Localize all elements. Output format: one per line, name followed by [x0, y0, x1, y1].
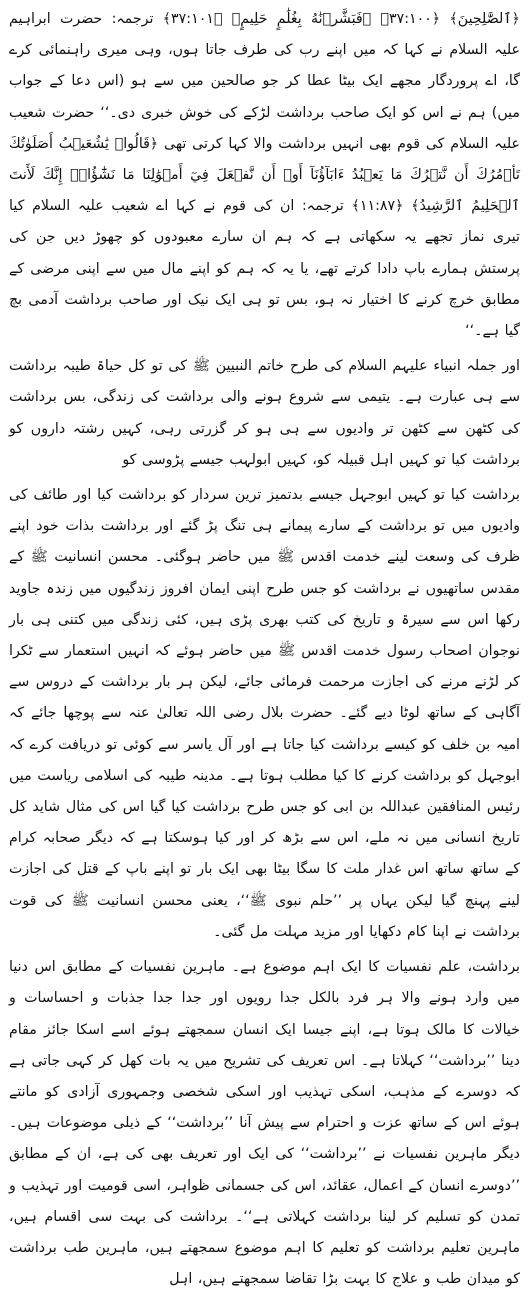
paragraph-companions: برداشت کیا تو کہیں ابوجہل جیسے بدتمیز ترین سردار کو برداشت کیا اور طائف کی وادیوں میں تو برداشت کے سارے پیمانے ہی تنگ پڑ گئے اور برداشت بذات خود اپنے ظرف کی وسعت لینے خدمت اقدس ﷺ میں حاضر ہوگئی۔ محسن انسانیت ﷺ کے مقدس ساتھیوں نے برداشت کو جس طرح اپنی ایمان افروز زندگیوں میں زندہ جاوید رکھا اس سے سیرۃ و تاریخ کی کتب بھری پڑی ہیں، کئی زندگی میں کتنی ہی بار نوجوان اصحاب رسول خدمت اقدس ﷺ میں حاضر ہوئے کہ انہیں استعمار سے ٹکرا کر لڑنے مرنے کی اجازت مرحمت فرمائی جائے، لیکن ہر بار برداشت کے دروس سے آگاہی کے ساتھ لوٹا دیے گئے۔ حضرت بلال رضی اللہ تعالیٰ عنہ سے پوچھا جائے کہ امیہ بن خلف کو کیسے برداشت کیا جاتا ہے اور آل یاسر سے کوئی تو دریافت کرے کہ ابوجہل کو برداشت کرنے کا کیا مطلب ہوتا ہے۔ مدینہ طیبہ کی اسلامی ریاست میں رئیس المنافقین عبداللہ بن ابی کو جس طرح برداشت کیا گیا اس کی مثال شاید کل تاریخ انسانی میں نہ ملے، اس سے بڑھ کر اور کیا ہوسکتا ہے کہ دیگر صحابہ کرام کے ساتھ ساتھ اس غدار ملت کا سگا بیٹا بھی ایک بار تو اپنے باپ کے قتل کی اجازت لینے پہنچ گیا لیکن یہاں پر ’’حلم نبوی ﷺ‘‘، یعنی محسن انسانیت ﷺ کی قوت برداشت نے اپنا کام دکھایا اور مزید مہلت مل گئی۔	[9, 487, 520, 940]
paragraph-psychology: برداشت، علم نفسیات کا ایک اہم موضوع ہے۔ ماہرین نفسیات کے مطابق اس دنیا میں وارد ہونے والا ہر فرد بالکل جدا رویوں اور جدا جدا جذبات و احساسات و خیالات کا مالک ہوتا ہے، اپنے جیسا ایک انسان سمجھتے ہوئے اسے اسکا جائز مقام دینا ’’برداشت‘‘ کہلاتا ہے۔ اس تعریف کی تشریح میں یہ بات کھل کر کہی جاتی ہے کہ دوسرے کے مذہب، اسکی تہذیب اور اسکی شخصی وجمہوری آزادی کو مانتے ہوئے اس کے ساتھ عزت و احترام سے پیش آنا ’’برداشت‘‘ کے ذیلی موضوعات ہیں۔ دیگر ماہرین نفسیات نے ’’برداشت‘‘ کی ایک اور تعریف بھی کی ہے، ان کے مطابق ’’دوسرے انسان کے اعمال، عقائد، اس کی جسمانی ظواہر، اسی قومیت اور تہذیب و تمدن کو تسلیم کر لینا برداشت کہلاتی ہے‘‘۔ برداشت کی بہت سی اقسام ہیں، ماہرین تعلیم برداشت کو تعلیم کا اہم موضوع سمجھتے ہیں، ماہرین طب برداشت کو میدان طب و علاج کا بہت بڑا تقاضا سمجھتے ہیں، اہل	[9, 959, 520, 1288]
paragraph-quranic-examples: ﴿ٱلصَّٰلِحِينَ﴾ ﴿۳۷:۱۰۰﴾ ﴿فَبَشَّرۡنَٰهُ بِغُلَٰمٍ حَلِيمٍ﴾ ﴿۳۷:۱۰۱﴾ ترجمہ: حضرت ابراہیم علیہ السلام نے کہا کہ میں اپنے رب کی طرف جاتا ہوں، وہی میری راہنمائی کرے گا، اے پروردگار مجھے ایک بیٹا عطا کر جو صالحین میں سے ہو (اس دعا کے جواب میں) ہم نے اس کو ایک صاحب برداشت لڑکے کی خوش خبری دی۔‘‘ حضرت شعیب علیہ السلام کی قوم بھی انہیں برداشت والا کہا کرتی تھی ﴿قَالُوا۟ يَٰشُعَيۡبُ أَصَلَوٰتُكَ تَأۡمُرُكَ أَن نَّتۡرُكَ مَا يَعۡبُدُ ءَابَآؤُنَآ أَوۡ أَن نَّفۡعَلَ فِيٓ أَمۡوَٰلِنَا مَا نَشَٰٓؤُا۟ۖ إِنَّكَ لَأَنتَ ٱلۡحَلِيمُ ٱلرَّشِيدُ﴾ ﴿۱۱:۸۷﴾ ترجمہ: ان کی قوم نے کہا اے شعیب علیہ السلام کیا تیری نماز تجھے یہ سکھاتی ہے کہ ہم ان سارے معبودوں کو چھوڑ دیں جن کی پرستش ہمارے باپ دادا کرتے تھے، یا یہ کہ ہم کو اپنے مال میں سے اپنی مرضی کے مطابق خرچ کرنے کا اختیار نہ ہو، بس تو ہی ایک نیک اور صاحب برداشت آدمی بچ گیا ہے۔‘‘	[9, 11, 520, 340]
paragraph-prophet-life: اور جملہ انبیاء علیہم السلام کی طرح خاتم النبیین ﷺ کی تو کل حیاۃ طیبہ برداشت سے ہی عبارت ہے۔ یتیمی سے شروع ہونے والی برداشت کی زندگی، بس برداشت کی کٹھن سے کٹھن تر وادیوں سے ہی ہو کر گزرتی رہی، کہیں رشتہ داروں کو برداشت کیا تو کہیں اہل قبیلہ کو، کہیں ابولہب جیسے پڑوسی کو	[9, 358, 520, 468]
